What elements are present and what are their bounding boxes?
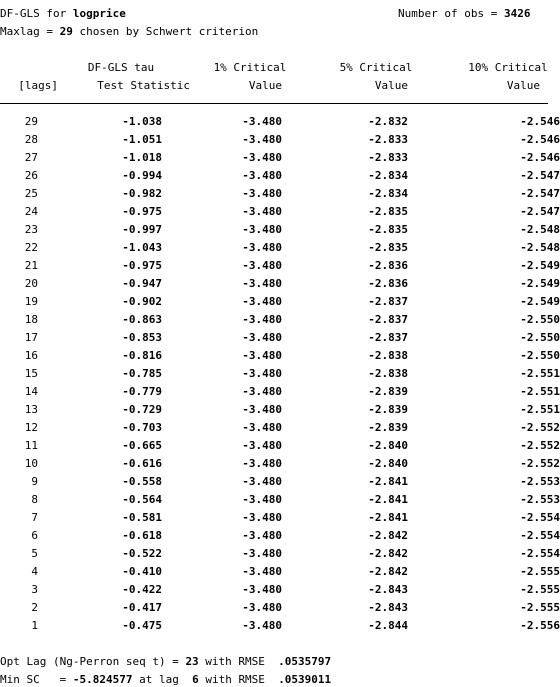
critical-1pct-cell: -3.480 xyxy=(242,169,282,182)
test-stat-cell: -0.779 xyxy=(122,385,162,398)
critical-5pct-cell: -2.839 xyxy=(368,421,408,434)
test-stat-cell: -0.410 xyxy=(122,565,162,578)
critical-5pct-cell: -2.835 xyxy=(368,205,408,218)
test-stat-cell: -0.616 xyxy=(122,457,162,470)
critical-1pct-cell: -3.480 xyxy=(242,241,282,254)
test-stat-cell: -1.051 xyxy=(122,133,162,146)
critical-5pct-cell: -2.834 xyxy=(368,187,408,200)
critical-10pct-cell: -2.554 xyxy=(520,529,560,542)
min-sc-lag: 6 xyxy=(192,673,199,686)
table-row xyxy=(0,241,560,259)
maxlag-value: 29 xyxy=(59,25,73,38)
critical-1pct-cell: -3.480 xyxy=(242,133,282,146)
test-stat-cell: -0.665 xyxy=(122,439,162,452)
critical-5pct-cell: -2.842 xyxy=(368,547,408,560)
min-sc-value: -5.824577 xyxy=(72,673,133,686)
critical-10pct-cell: -2.555 xyxy=(520,565,560,578)
critical-5pct-cell: -2.837 xyxy=(368,331,408,344)
opt-lag-prefix: Opt Lag (Ng-Perron seq t) = xyxy=(0,655,186,668)
test-stat-cell: -0.422 xyxy=(122,583,162,596)
table-row xyxy=(0,475,560,493)
lag-cell: 19 xyxy=(24,295,38,308)
critical-5pct-cell: -2.836 xyxy=(368,259,408,272)
col-lags-header: [lags] xyxy=(18,79,58,92)
test-stat-cell: -0.994 xyxy=(122,169,162,182)
critical-10pct-cell: -2.554 xyxy=(520,511,560,524)
col-cv5-line2: Value xyxy=(374,79,408,92)
critical-5pct-cell: -2.833 xyxy=(368,133,408,146)
test-stat-cell: -0.703 xyxy=(122,421,162,434)
critical-1pct-cell: -3.480 xyxy=(242,529,282,542)
table-row xyxy=(0,187,560,205)
table-row xyxy=(0,277,560,295)
table-row xyxy=(0,169,560,187)
critical-1pct-cell: -3.480 xyxy=(242,277,282,290)
table-row xyxy=(0,457,560,475)
critical-5pct-cell: -2.835 xyxy=(368,223,408,236)
maxlag-suffix: chosen by Schwert criterion xyxy=(72,25,259,38)
table-row xyxy=(0,259,560,277)
lag-cell: 4 xyxy=(31,565,38,578)
lag-cell: 20 xyxy=(24,277,38,290)
critical-10pct-cell: -2.547 xyxy=(520,169,560,182)
lag-cell: 17 xyxy=(24,331,38,344)
lag-cell: 28 xyxy=(24,133,38,146)
critical-5pct-cell: -2.843 xyxy=(368,583,408,596)
critical-5pct-cell: -2.837 xyxy=(368,313,408,326)
critical-10pct-cell: -2.546 xyxy=(520,133,560,146)
critical-1pct-cell: -3.480 xyxy=(242,457,282,470)
obs-value: 3426 xyxy=(503,7,531,20)
table-row xyxy=(0,493,560,511)
critical-10pct-cell: -2.546 xyxy=(520,151,560,164)
critical-5pct-cell: -2.837 xyxy=(368,295,408,308)
lag-cell: 10 xyxy=(24,457,38,470)
critical-1pct-cell: -3.480 xyxy=(242,475,282,488)
table-row xyxy=(0,205,560,223)
maxlag-prefix: Maxlag = xyxy=(0,25,60,38)
critical-10pct-cell: -2.548 xyxy=(520,223,560,236)
lag-cell: 14 xyxy=(24,385,38,398)
test-stat-cell: -0.816 xyxy=(122,349,162,362)
critical-1pct-cell: -3.480 xyxy=(242,331,282,344)
lag-cell: 26 xyxy=(24,169,38,182)
critical-5pct-cell: -2.833 xyxy=(368,151,408,164)
lag-cell: 2 xyxy=(31,601,38,614)
critical-1pct-cell: -3.480 xyxy=(242,547,282,560)
critical-5pct-cell: -2.841 xyxy=(368,511,408,524)
critical-1pct-cell: -3.480 xyxy=(242,583,282,596)
critical-1pct-cell: -3.480 xyxy=(242,403,282,416)
critical-5pct-cell: -2.835 xyxy=(368,241,408,254)
critical-10pct-cell: -2.552 xyxy=(520,457,560,470)
critical-5pct-cell: -2.839 xyxy=(368,385,408,398)
critical-5pct-cell: -2.841 xyxy=(368,493,408,506)
critical-1pct-cell: -3.480 xyxy=(242,313,282,326)
lag-cell: 8 xyxy=(31,493,38,506)
col-teststat-line2: Test Statistic xyxy=(97,79,190,92)
lag-cell: 3 xyxy=(31,583,38,596)
critical-1pct-cell: -3.480 xyxy=(242,151,282,164)
critical-5pct-cell: -2.838 xyxy=(368,349,408,362)
critical-5pct-cell: -2.838 xyxy=(368,367,408,380)
test-stat-cell: -0.618 xyxy=(122,529,162,542)
maxlag-line xyxy=(0,25,258,39)
critical-1pct-cell: -3.480 xyxy=(242,385,282,398)
test-stat-cell: -0.947 xyxy=(122,277,162,290)
critical-5pct-cell: -2.842 xyxy=(368,565,408,578)
test-stat-cell: -0.475 xyxy=(122,619,162,632)
title-prefix: DF-GLS for xyxy=(0,7,73,20)
lag-cell: 18 xyxy=(24,313,38,326)
critical-5pct-cell: -2.843 xyxy=(368,601,408,614)
critical-1pct-cell: -3.480 xyxy=(242,115,282,128)
critical-5pct-cell: -2.836 xyxy=(368,277,408,290)
table-row xyxy=(0,529,560,547)
critical-10pct-cell: -2.555 xyxy=(520,583,560,596)
critical-1pct-cell: -3.480 xyxy=(242,493,282,506)
critical-1pct-cell: -3.480 xyxy=(242,349,282,362)
opt-lag-line xyxy=(0,655,331,669)
critical-10pct-cell: -2.546 xyxy=(520,115,560,128)
test-stat-cell: -0.558 xyxy=(122,475,162,488)
title-line xyxy=(0,7,126,21)
critical-10pct-cell: -2.547 xyxy=(520,187,560,200)
min-sc-line xyxy=(0,673,331,687)
table-row xyxy=(0,331,560,349)
table-row xyxy=(0,115,560,133)
table-row xyxy=(0,439,560,457)
critical-10pct-cell: -2.556 xyxy=(520,619,560,632)
col-cv5-line1: 5% Critical xyxy=(339,61,413,74)
test-stat-cell: -1.038 xyxy=(122,115,162,128)
table-row xyxy=(0,151,560,169)
obs-label: Number of obs = xyxy=(398,7,504,20)
critical-5pct-cell: -2.844 xyxy=(368,619,408,632)
lag-cell: 25 xyxy=(24,187,38,200)
critical-10pct-cell: -2.551 xyxy=(520,385,560,398)
critical-5pct-cell: -2.841 xyxy=(368,475,408,488)
lag-cell: 11 xyxy=(24,439,38,452)
table-row xyxy=(0,385,560,403)
table-row xyxy=(0,223,560,241)
lag-cell: 13 xyxy=(24,403,38,416)
critical-10pct-cell: -2.552 xyxy=(520,421,560,434)
test-stat-cell: -0.729 xyxy=(122,403,162,416)
lag-cell: 15 xyxy=(24,367,38,380)
col-teststat-line1: DF-GLS tau xyxy=(87,61,155,74)
test-stat-cell: -0.997 xyxy=(122,223,162,236)
min-sc-rmse: .0539011 xyxy=(278,673,332,686)
col-cv1-line2: Value xyxy=(248,79,282,92)
test-stat-cell: -1.043 xyxy=(122,241,162,254)
table-row xyxy=(0,295,560,313)
variable-name: logprice xyxy=(72,7,126,20)
critical-1pct-cell: -3.480 xyxy=(242,187,282,200)
lag-cell: 23 xyxy=(24,223,38,236)
lag-cell: 9 xyxy=(31,475,38,488)
critical-1pct-cell: -3.480 xyxy=(242,511,282,524)
lag-cell: 24 xyxy=(24,205,38,218)
table-row xyxy=(0,367,560,385)
critical-1pct-cell: -3.480 xyxy=(242,565,282,578)
test-stat-cell: -0.417 xyxy=(122,601,162,614)
lag-cell: 6 xyxy=(31,529,38,542)
critical-10pct-cell: -2.549 xyxy=(520,277,560,290)
critical-1pct-cell: -3.480 xyxy=(242,295,282,308)
test-stat-cell: -0.581 xyxy=(122,511,162,524)
test-stat-cell: -1.018 xyxy=(122,151,162,164)
lag-cell: 29 xyxy=(24,115,38,128)
test-stat-cell: -0.564 xyxy=(122,493,162,506)
critical-10pct-cell: -2.548 xyxy=(520,241,560,254)
critical-10pct-cell: -2.550 xyxy=(520,331,560,344)
critical-10pct-cell: -2.553 xyxy=(520,475,560,488)
obs-line xyxy=(398,7,530,21)
critical-10pct-cell: -2.550 xyxy=(520,313,560,326)
table-row xyxy=(0,313,560,331)
test-stat-cell: -0.982 xyxy=(122,187,162,200)
col-cv1-line1: 1% Critical xyxy=(213,61,287,74)
min-sc-prefix: Min SC = xyxy=(0,673,73,686)
critical-1pct-cell: -3.480 xyxy=(242,205,282,218)
test-stat-cell: -0.975 xyxy=(122,259,162,272)
critical-10pct-cell: -2.550 xyxy=(520,349,560,362)
lag-cell: 21 xyxy=(24,259,38,272)
critical-5pct-cell: -2.840 xyxy=(368,457,408,470)
critical-10pct-cell: -2.555 xyxy=(520,601,560,614)
test-stat-cell: -0.863 xyxy=(122,313,162,326)
critical-1pct-cell: -3.480 xyxy=(242,439,282,452)
table-row xyxy=(0,133,560,151)
critical-5pct-cell: -2.832 xyxy=(368,115,408,128)
min-sc-mid2: with RMSE xyxy=(198,673,279,686)
critical-10pct-cell: -2.547 xyxy=(520,205,560,218)
lag-cell: 22 xyxy=(24,241,38,254)
table-row xyxy=(0,601,560,619)
critical-5pct-cell: -2.834 xyxy=(368,169,408,182)
lag-cell: 5 xyxy=(31,547,38,560)
opt-lag-rmse: .0535797 xyxy=(278,655,332,668)
opt-lag-value: 23 xyxy=(185,655,199,668)
table-row xyxy=(0,511,560,529)
table-row xyxy=(0,421,560,439)
critical-5pct-cell: -2.840 xyxy=(368,439,408,452)
test-stat-cell: -0.975 xyxy=(122,205,162,218)
critical-5pct-cell: -2.842 xyxy=(368,529,408,542)
col-cv10-line1: 10% Critical xyxy=(468,61,548,74)
lag-cell: 1 xyxy=(31,619,38,632)
critical-10pct-cell: -2.551 xyxy=(520,403,560,416)
critical-10pct-cell: -2.552 xyxy=(520,439,560,452)
table-row xyxy=(0,583,560,601)
opt-lag-mid: with RMSE xyxy=(198,655,279,668)
test-stat-cell: -0.853 xyxy=(122,331,162,344)
test-stat-cell: -0.902 xyxy=(122,295,162,308)
table-row xyxy=(0,547,560,565)
critical-1pct-cell: -3.480 xyxy=(242,619,282,632)
critical-10pct-cell: -2.554 xyxy=(520,547,560,560)
lag-cell: 7 xyxy=(31,511,38,524)
col-cv10-line2: Value xyxy=(506,79,540,92)
test-stat-cell: -0.785 xyxy=(122,367,162,380)
table-row xyxy=(0,403,560,421)
critical-1pct-cell: -3.480 xyxy=(242,259,282,272)
critical-1pct-cell: -3.480 xyxy=(242,601,282,614)
critical-1pct-cell: -3.480 xyxy=(242,367,282,380)
critical-1pct-cell: -3.480 xyxy=(242,421,282,434)
critical-10pct-cell: -2.549 xyxy=(520,259,560,272)
test-stat-cell: -0.522 xyxy=(122,547,162,560)
lag-cell: 12 xyxy=(24,421,38,434)
header-divider xyxy=(0,103,548,104)
lag-cell: 27 xyxy=(24,151,38,164)
table-row xyxy=(0,565,560,583)
critical-1pct-cell: -3.480 xyxy=(242,223,282,236)
critical-10pct-cell: -2.553 xyxy=(520,493,560,506)
table-row xyxy=(0,619,560,637)
min-sc-mid1: at lag xyxy=(132,673,193,686)
lag-cell: 16 xyxy=(24,349,38,362)
critical-10pct-cell: -2.549 xyxy=(520,295,560,308)
table-row xyxy=(0,349,560,367)
critical-10pct-cell: -2.551 xyxy=(520,367,560,380)
critical-5pct-cell: -2.839 xyxy=(368,403,408,416)
